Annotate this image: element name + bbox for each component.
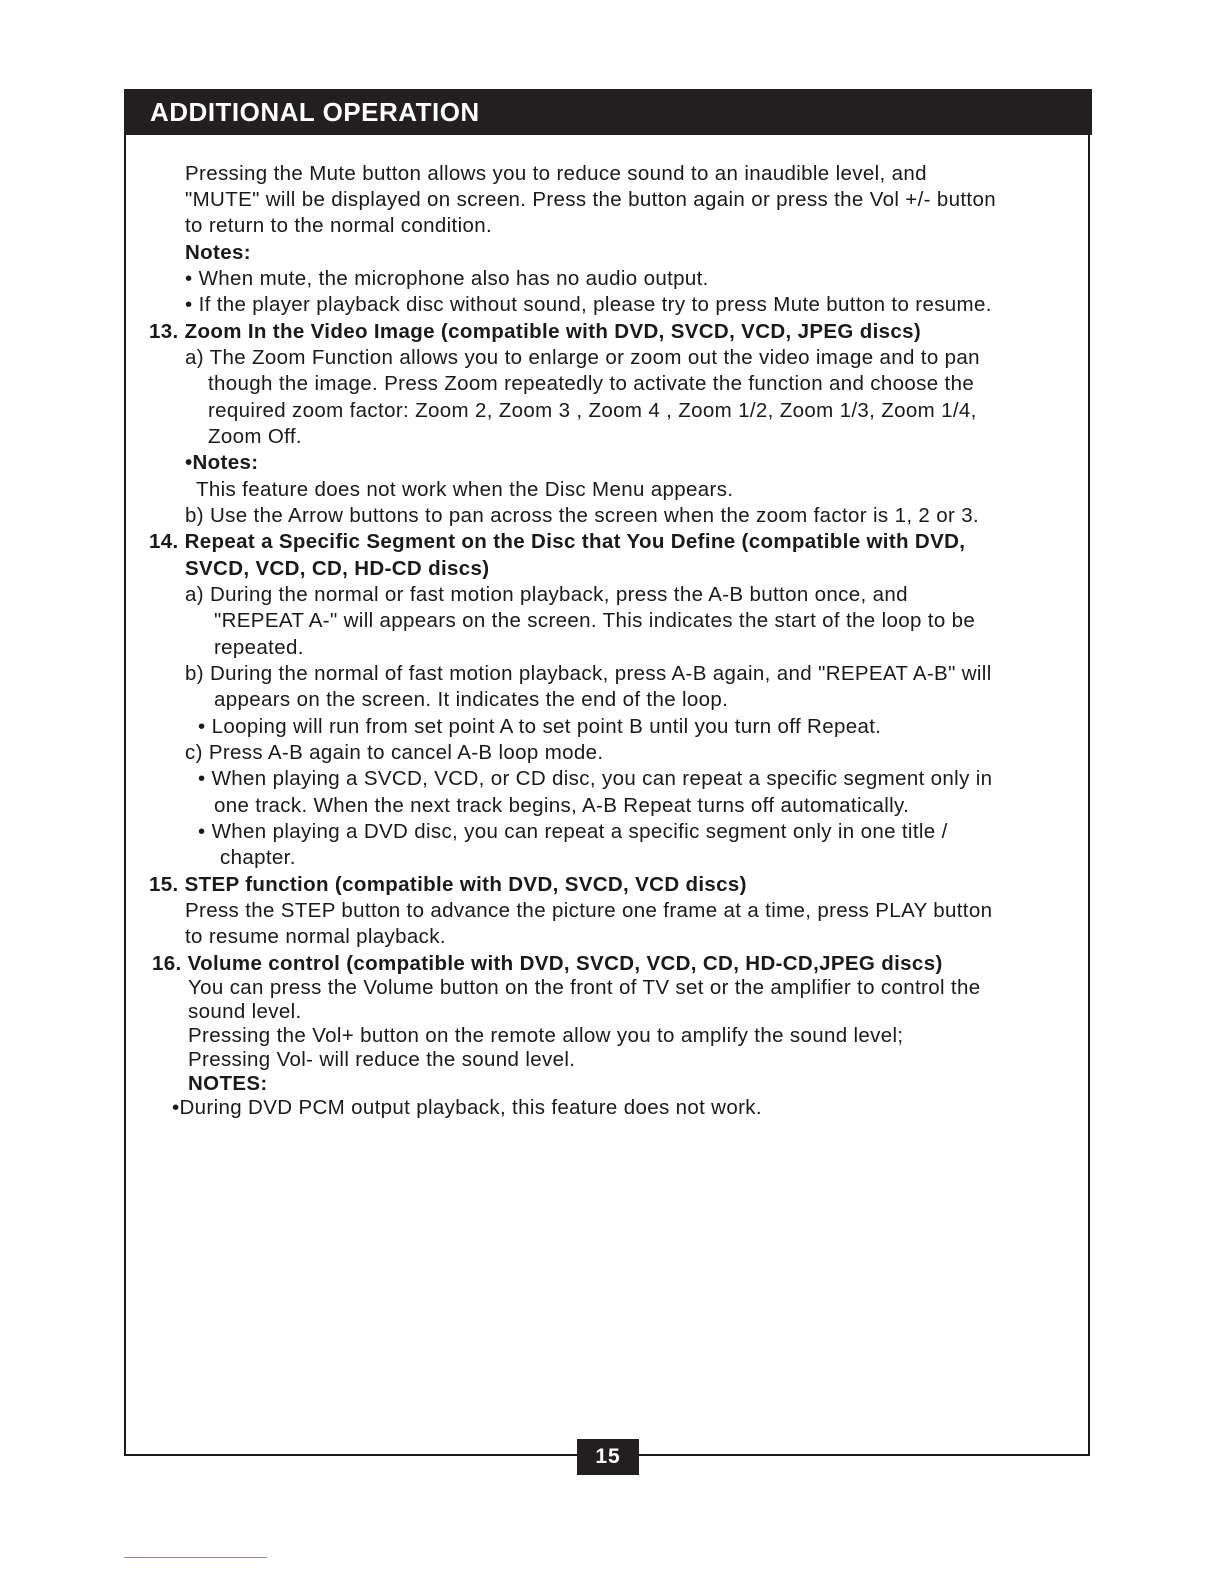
text-line: You can press the Volume button on the front of TV set or the amplifier to control the (188, 976, 981, 999)
text-line: Press the STEP button to advance the picture one frame at a time, press PLAY button (185, 899, 993, 922)
text-line: "REPEAT A-" will appears on the screen. This indicates the start of the loop to be (214, 609, 976, 632)
section-13-heading: 13. Zoom In the Video Image (compatible with DVD, SVCD, VCD, JPEG discs) (149, 320, 922, 343)
text-line: sound level. (188, 1000, 302, 1023)
text-line: Pressing the Vol+ button on the remote allow you to amplify the sound level; (188, 1024, 904, 1047)
text-line: a) During the normal or fast motion playback, press the A-B button once, and (185, 583, 908, 606)
text-line: c) Press A-B again to cancel A-B loop mode. (185, 741, 604, 764)
notes-heading: Notes: (185, 241, 251, 264)
text-line: "MUTE" will be displayed on screen. Press the button again or press the Vol +/- button (185, 188, 996, 211)
section-14-heading-cont: SVCD, VCD, CD, HD-CD discs) (185, 557, 490, 580)
notes-heading: •Notes: (185, 451, 259, 474)
footer-divider (124, 1557, 267, 1558)
text-line: This feature does not work when the Disc Menu appears. (196, 478, 734, 501)
bullet-item: • When playing a SVCD, VCD, or CD disc, you can repeat a specific segment only in (198, 767, 993, 790)
page-number: 15 (577, 1439, 639, 1475)
text-line: Zoom Off. (208, 425, 302, 448)
notes-heading: NOTES: (188, 1072, 268, 1095)
bullet-item: • When mute, the microphone also has no audio output. (185, 267, 709, 290)
section-15-heading: 15. STEP function (compatible with DVD, SVCD, VCD discs) (149, 873, 747, 896)
text-line: one track. When the next track begins, A-B Repeat turns off automatically. (214, 794, 910, 817)
text-line: b) During the normal of fast motion playback, press A-B again, and "REPEAT A-B" will (185, 662, 992, 685)
text-line: repeated. (214, 636, 304, 659)
bullet-item: • If the player playback disc without sound, please try to press Mute button to resume. (185, 293, 992, 316)
bullet-item: • Looping will run from set point A to set point B until you turn off Repeat. (198, 715, 882, 738)
text-line: Pressing Vol- will reduce the sound level. (188, 1048, 576, 1071)
section-14-heading: 14. Repeat a Specific Segment on the Disc that You Define (compatible with DVD, (149, 530, 966, 553)
section-header (124, 89, 1092, 135)
text-line: chapter. (220, 846, 296, 869)
text-line: b) Use the Arrow buttons to pan across the screen when the zoom factor is 1, 2 or 3. (185, 504, 979, 527)
text-line: appears on the screen. It indicates the end of the loop. (214, 688, 729, 711)
text-line: required zoom factor: Zoom 2, Zoom 3 , Zoom 4 , Zoom 1/2, Zoom 1/3, Zoom 1/4, (208, 399, 977, 422)
text-line: to resume normal playback. (185, 925, 446, 948)
text-line: to return to the normal condition. (185, 214, 493, 237)
text-line: a) The Zoom Function allows you to enlarge or zoom out the video image and to pan (185, 346, 980, 369)
section-title: ADDITIONAL OPERATION (150, 97, 480, 127)
bullet-item: •During DVD PCM output playback, this feature does not work. (172, 1096, 762, 1119)
bullet-item: • When playing a DVD disc, you can repeat a specific segment only in one title / (198, 820, 948, 843)
text-line: Pressing the Mute button allows you to reduce sound to an inaudible level, and (185, 162, 927, 185)
text-line: though the image. Press Zoom repeatedly to activate the function and choose the (208, 372, 975, 395)
section-16-heading: 16. Volume control (compatible with DVD, SVCD, VCD, CD, HD-CD,JPEG discs) (152, 952, 943, 975)
